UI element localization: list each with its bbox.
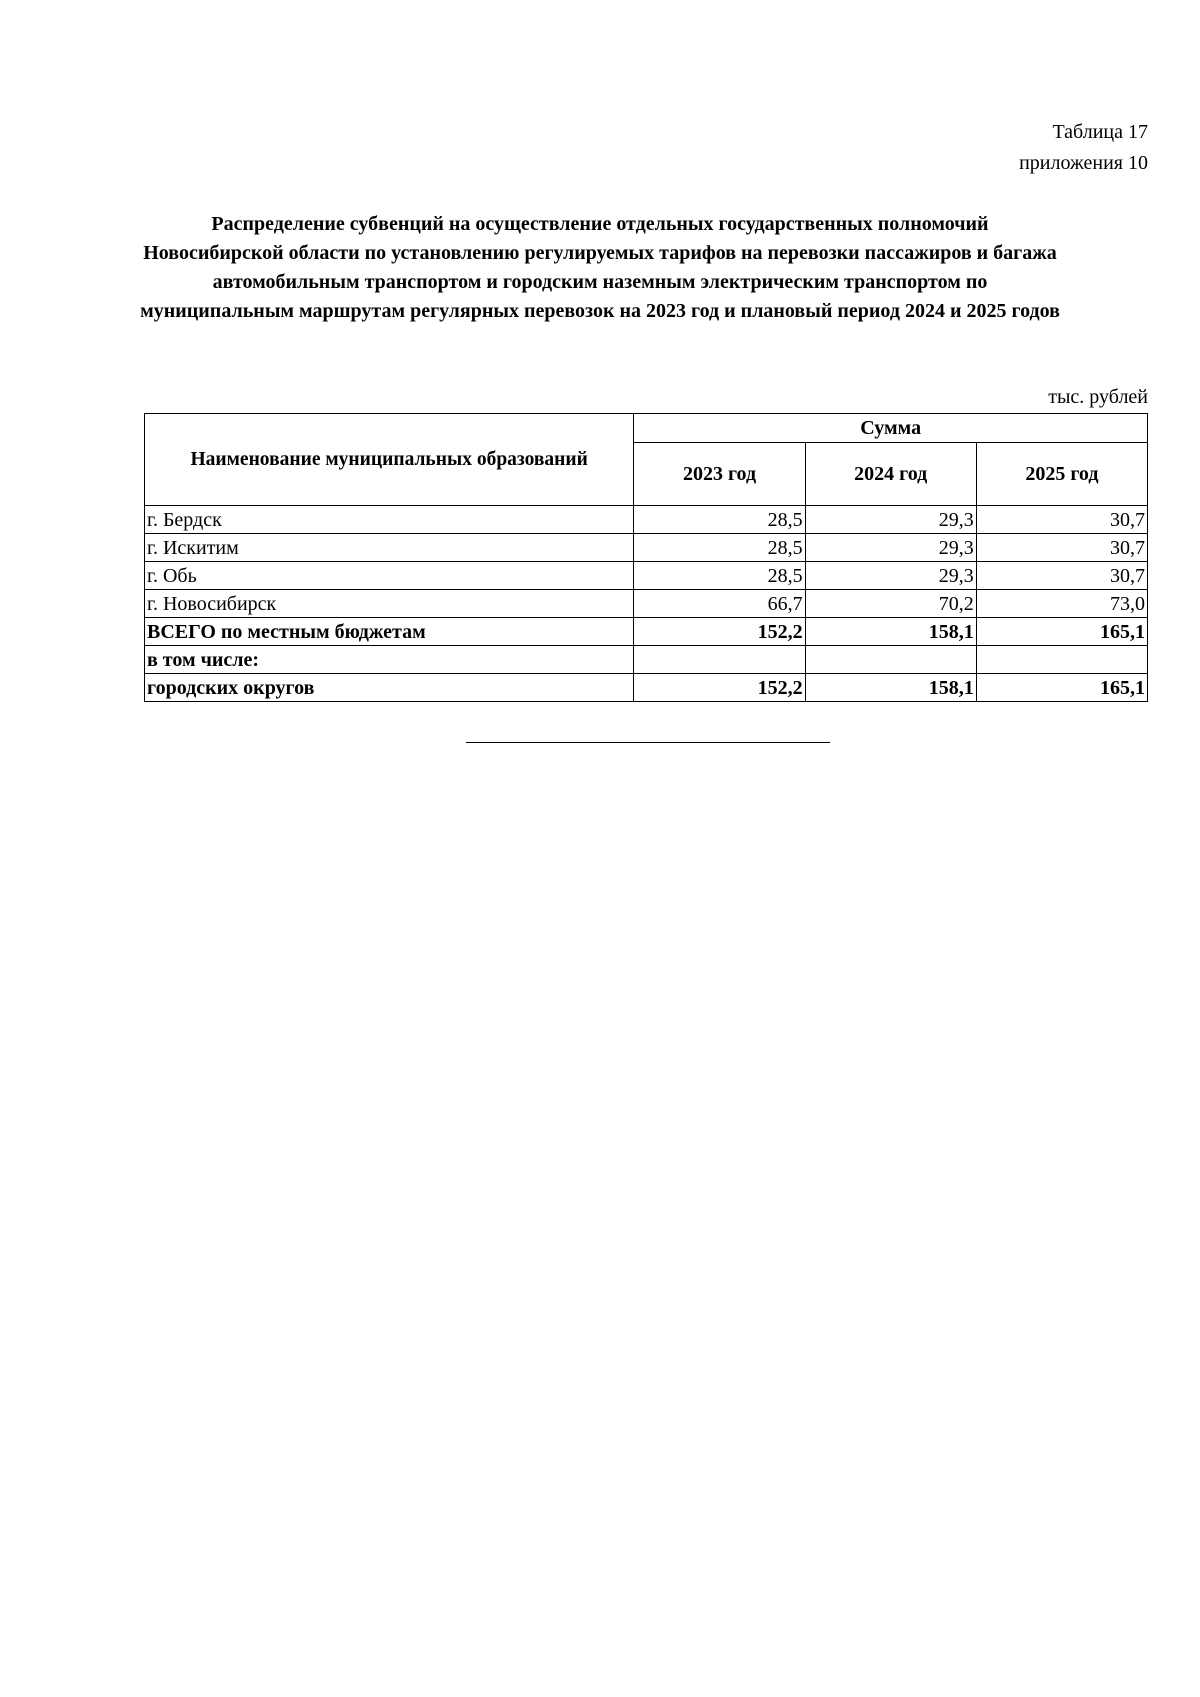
appendix-number: приложения 10 [1019,152,1148,174]
table-row [145,646,1148,674]
end-of-table-rule [466,742,830,743]
amount-cell: 152,2 [634,618,805,646]
municipality-name-cell: г. Бердск [145,506,634,534]
amount-cell: 165,1 [976,674,1147,702]
amount-cell [976,646,1147,674]
municipality-name-cell: ВСЕГО по местным бюджетам [145,618,634,646]
amount-cell: 30,7 [976,534,1147,562]
amount-cell [805,646,976,674]
year-2024-header: 2024 год [805,443,976,506]
year-2023-header: 2023 год [634,443,805,506]
table-row [145,562,1148,590]
amount-cell: 29,3 [805,534,976,562]
subvention-table [144,413,1148,702]
table-reference [1019,117,1148,179]
amount-cell: 73,0 [976,590,1147,618]
table-row [145,618,1148,646]
table-row [145,506,1148,534]
table-row [145,674,1148,702]
table-row [145,590,1148,618]
municipality-column-header: Наименование муниципальных образований [145,414,634,506]
amount-cell: 158,1 [805,674,976,702]
municipality-name-cell: г. Новосибирск [145,590,634,618]
table-row [145,534,1148,562]
amount-cell: 30,7 [976,562,1147,590]
year-2025-header: 2025 год [976,443,1147,506]
municipality-name-cell: в том числе: [145,646,634,674]
municipality-name-cell: городских округов [145,674,634,702]
amount-cell: 29,3 [805,506,976,534]
amount-cell: 29,3 [805,562,976,590]
amount-cell: 152,2 [634,674,805,702]
sum-column-header: Сумма [634,414,1148,443]
table-number: Таблица 17 [1052,121,1148,143]
amount-cell: 28,5 [634,534,805,562]
amount-cell [634,646,805,674]
amount-cell: 28,5 [634,506,805,534]
amount-cell: 66,7 [634,590,805,618]
municipality-name-cell: г. Искитим [145,534,634,562]
amount-cell: 165,1 [976,618,1147,646]
units-label: тыс. рублей [1048,386,1148,408]
amount-cell: 70,2 [805,590,976,618]
municipality-name-cell: г. Обь [145,562,634,590]
table-body [145,506,1148,702]
amount-cell: 28,5 [634,562,805,590]
amount-cell: 158,1 [805,618,976,646]
amount-cell: 30,7 [976,506,1147,534]
document-title: Распределение субвенций на осуществление отдельных государственных полномочий Новосибирской области по установлению регулируемых тарифов на перевозки пассажиров и багажа автомобильным транспортом и городским наземным электрическим транспортом по муниципальным маршрутам регулярных перевозок на 2023 год и плановый период 2024 и 2025 годов [140,213,1060,322]
